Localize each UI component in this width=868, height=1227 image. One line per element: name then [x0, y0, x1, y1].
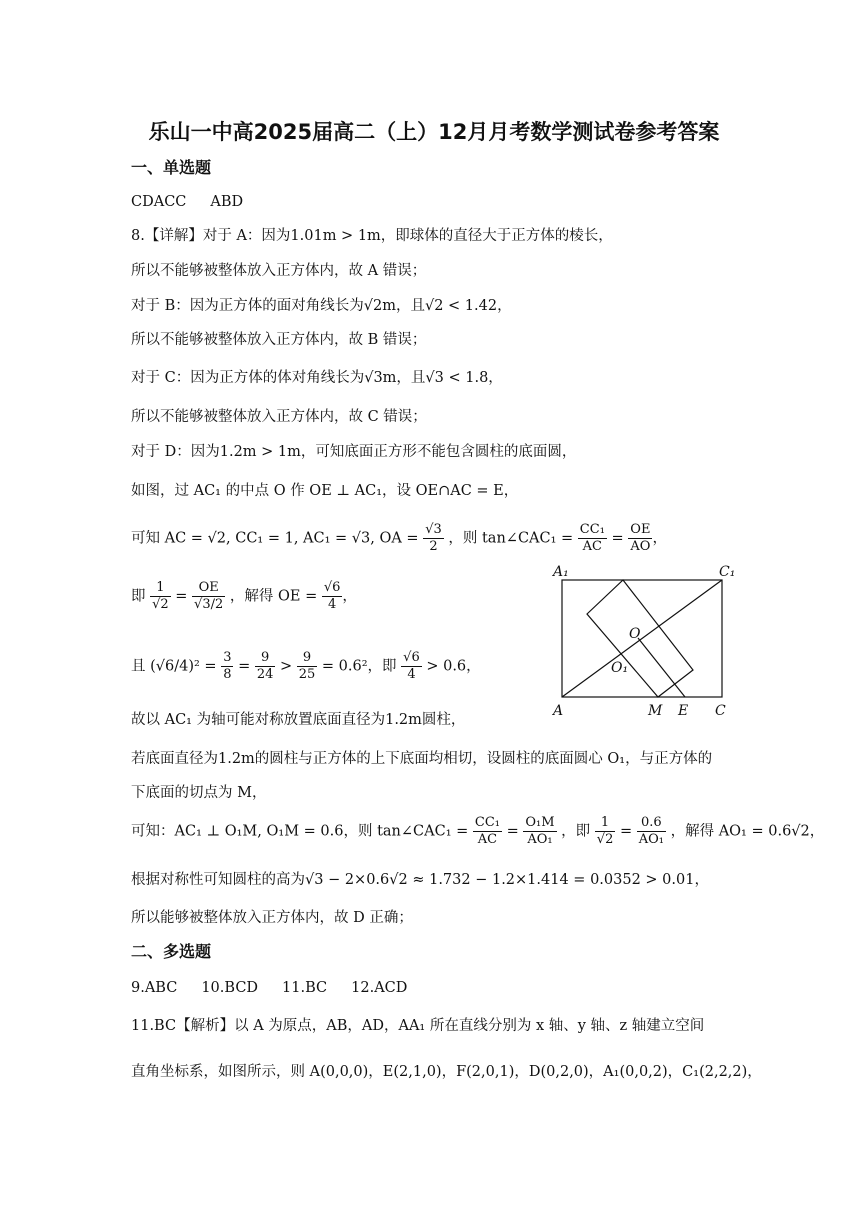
q11-line-1: 11.BC【解析】以 A 为原点，AB，AD，AA₁ 所在直线分别为 x 轴、y 轴、z 轴建立空间: [131, 1018, 705, 1034]
fraction-oe-ao: $\frac{OE}{AO}$: [630, 522, 651, 554]
q8-line-12: 故以 AC₁ 为轴可能对称放置底面直径为1.2m圆柱，: [131, 712, 466, 728]
fraction-oa: $\frac{√3}{2}$: [425, 522, 442, 554]
answers-group-a: CDACC: [131, 194, 187, 210]
fraction-oe-sqrt3-2: $\frac{OE}{√3/2}$: [194, 580, 224, 612]
single-choice-answers: [131, 192, 243, 212]
q8-line-2: 所以不能够被整体放入正方体内，故 A 错误；: [131, 263, 427, 279]
diagonal-ac1: [562, 580, 722, 697]
q8-line-3: 对于 B：因为正方体的面对角线长为√2m，且√2 < 1.42，: [131, 298, 512, 314]
page-title: 乐山一中高2025届高二（上）12月月考数学测试卷参考答案: [148, 120, 720, 144]
fraction-sqrt6-4: $\frac{√6}{4}$: [323, 580, 341, 612]
q8-line-16: 根据对称性可知圆柱的高为√3 − 2×0.6√2 ≈ 1.732 − 1.2×1.414 = 0.0352 > 0.01，: [131, 872, 709, 888]
fraction-cc1-ac: $\frac{\text{CC₁}}{AC}$: [579, 522, 605, 554]
section-single-choice-heading: 一、单选题: [131, 158, 212, 177]
answer-12: 12.ACD: [351, 980, 408, 996]
q8-line-6: 所以不能够被整体放入正方体内，故 C 错误；: [131, 409, 427, 425]
label-a: A: [553, 703, 564, 719]
q8-line-1: 8.【详解】对于 A：因为1.01m > 1m，即球体的直径大于正方体的棱长，: [131, 228, 613, 244]
q8-line-15: 可知：AC₁ ⊥ O₁M, O₁M = 0.6，则 tan∠CAC₁ = $\frac{\text{CC₁}}{AC}$ = $\frac{\text{O₁M}}{\text{AO₁}}$ ，即 $\frac{1}{√2}$ = $\frac{0.6}{\text{AO₁}}$ ，解得 AO₁ = 0.6√2，: [131, 815, 825, 847]
label-a1: A₁: [553, 564, 569, 580]
section-multi-choice-heading: 二、多选题: [131, 942, 212, 961]
q8-line-13: 若底面直径为1.2m的圆柱与正方体的上下底面均相切，设圆柱的底面圆心 O₁，与正方体的: [131, 751, 713, 767]
q8-line-5: 对于 C：因为正方体的体对角线长为√3m，且√3 < 1.8，: [131, 370, 503, 386]
q8-line-4: 所以不能够被整体放入正方体内，故 B 错误；: [131, 332, 427, 348]
multi-choice-answers: [131, 978, 407, 998]
label-e: E: [678, 703, 689, 719]
answer-9: 9.ABC: [131, 980, 178, 996]
fraction-1-sqrt2: $\frac{1}{√2}$: [152, 580, 169, 612]
label-o: O: [629, 626, 641, 642]
q8-line-7: 对于 D：因为1.2m > 1m，可知底面正方形不能包含圆柱的底面圆，: [131, 444, 577, 460]
label-c1: C₁: [719, 564, 736, 580]
q8-line-8: 如图，过 AC₁ 的中点 O 作 OE ⊥ AC₁，设 OE∩AC = E，: [131, 483, 519, 499]
label-m: M: [648, 703, 663, 719]
q8-line-11: 且 (√6/4)² = $\frac{3}{8}$ = $\frac{9}{24}$ > $\frac{9}{25}$ = 0.6²，即 $\frac{√6}{4}$ > 0.6，: [131, 650, 481, 682]
answer-11: 11.BC: [282, 980, 328, 996]
q8-line-10: 即 $\frac{1}{√2}$ = $\frac{OE}{√3/2}$ ，解得 OE = $\frac{√6}{4}$ ，: [131, 580, 357, 612]
answers-group-b: ABD: [210, 194, 244, 210]
cross-section-figure: [545, 560, 745, 725]
label-o1: O₁: [611, 660, 629, 676]
q8-line-17: 所以能够被整体放入正方体内，故 D 正确；: [131, 910, 413, 926]
q8-line-9: 可知 AC = √2, CC₁ = 1, AC₁ = √3, OA = $\frac{√3}{2}$ ，则 tan∠CAC₁ = $\frac{\text{CC₁}}{AC}$ = $\frac{OE}{AO}$ ，: [131, 522, 667, 554]
perpendicular-oe: [638, 638, 685, 697]
q8-line-14: 下底面的切点为 M，: [131, 785, 267, 801]
answer-10: 10.BCD: [201, 980, 259, 996]
label-c: C: [715, 703, 726, 719]
q11-line-2: 直角坐标系，如图所示，则 A(0,0,0)，E(2,1,0)，F(2,0,1)，D(0,2,0)，A₁(0,0,2)，C₁(2,2,2)，: [131, 1064, 762, 1080]
